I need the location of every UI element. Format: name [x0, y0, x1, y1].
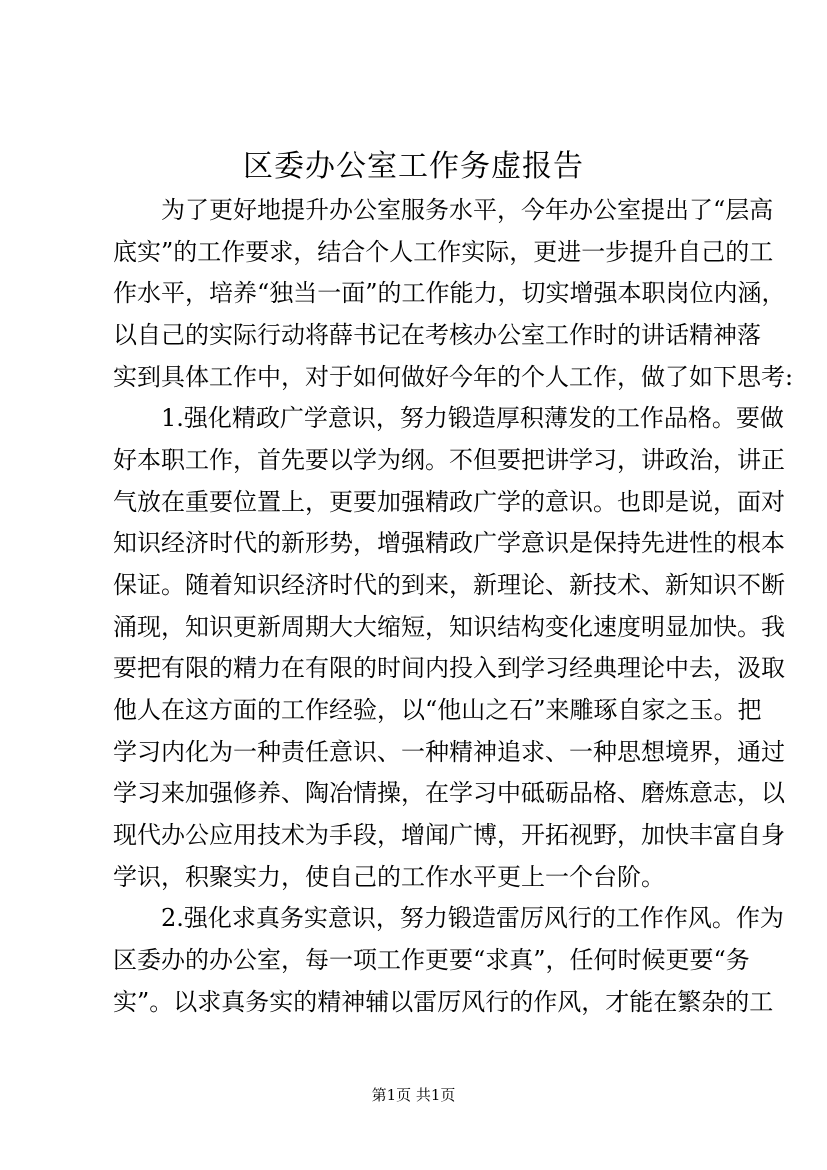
- document-title: 区委办公室工作务虚报告: [243, 149, 584, 184]
- text-line: 2.强化求真务实意识，努力锻造雷厉风行的工作作风。作为: [161, 904, 784, 932]
- text-line: 1.强化精政广学意识，努力锻造厚积薄发的工作品格。要做: [161, 404, 784, 432]
- text-line: 涌现，知识更新周期大大缩短，知识结构变化速度明显加快。我: [113, 613, 785, 641]
- text-line: 学识，积聚实力，使自己的工作水平更上一个台阶。: [113, 863, 665, 891]
- text-line: 实”。以求真务实的精神辅以雷厉风行的作风，才能在繁杂的工: [113, 988, 774, 1016]
- text-line: 他人在这方面的工作经验，以“他山之石”来雕琢自家之玉。把: [113, 696, 762, 724]
- text-line: 好本职工作，首先要以学为纲。不但要把讲学习，讲政治，讲正: [113, 446, 785, 474]
- page-footer: 第1页 共1页: [371, 1086, 456, 1104]
- text-line: 保证。随着知识经济时代的到来，新理论、新技术、新知识不断: [113, 571, 785, 599]
- text-line: 气放在重要位置上，更要加强精政广学的意识。也即是说，面对: [113, 488, 785, 516]
- text-line: 为了更好地提升办公室服务水平，今年办公室提出了“层高: [161, 196, 774, 224]
- text-line: 底实”的工作要求，结合个人工作实际，更进一步提升自己的工: [113, 238, 774, 266]
- text-line: 学习来加强修养、陶冶情操，在学习中砥砺品格、磨炼意志，以: [113, 779, 785, 807]
- text-line: 作水平，培养“独当一面”的工作能力，切实增强本职岗位内涵，: [113, 279, 786, 307]
- text-line: 实到具体工作中，对于如何做好今年的个人工作，做了如下思考:: [113, 363, 794, 391]
- text-line: 现代办公应用技术为手段，增闻广博，开拓视野，加快丰富自身: [113, 821, 785, 849]
- text-line: 知识经济时代的新形势，增强精政广学意识是保持先进性的根本: [113, 529, 785, 557]
- text-line: 区委办的办公室，每一项工作更要“求真”，任何时候更要“务: [113, 946, 750, 974]
- text-line: 要把有限的精力在有限的时间内投入到学习经典理论中去，汲取: [113, 654, 785, 682]
- text-line: 学习内化为一种责任意识、一种精神追求、一种思想境界，通过: [113, 738, 785, 766]
- text-line: 以自己的实际行动将薛书记在考核办公室工作时的讲话精神落: [113, 321, 761, 349]
